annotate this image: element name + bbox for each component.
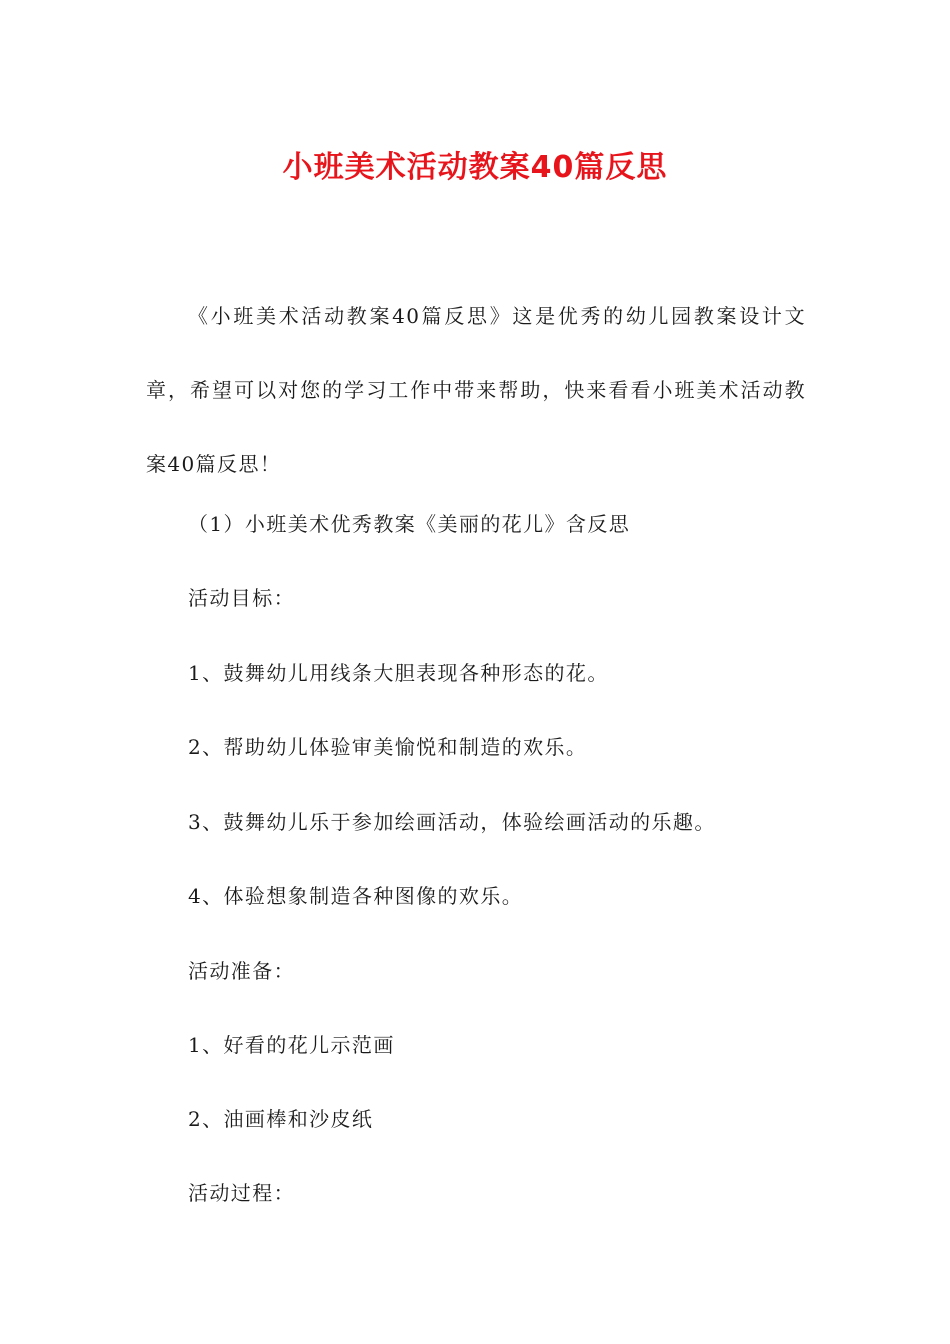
section-heading-lesson-1: （1）小班美术优秀教案《美丽的花儿》含反思 bbox=[188, 512, 631, 536]
document-title: 小班美术活动教案40篇反思 bbox=[282, 150, 668, 185]
goal-item-1: 1、鼓舞幼儿用线条大胆表现各种形态的花。 bbox=[188, 661, 609, 685]
activity-goals-heading: 活动目标： bbox=[188, 586, 295, 610]
goal-item-2: 2、帮助幼儿体验审美愉悦和制造的欢乐。 bbox=[188, 735, 588, 759]
goal-item-4: 4、体验想象制造各种图像的欢乐。 bbox=[188, 884, 524, 908]
intro-paragraph: 《小班美术活动教案40篇反思》这是优秀的幼儿园教案设计文章，希望可以对您的学习工作中带来帮助，快来看看小班美术活动教案40篇反思！ bbox=[146, 304, 806, 476]
goal-item-3: 3、鼓舞幼儿乐于参加绘画活动，体验绘画活动的乐趣。 bbox=[188, 810, 716, 834]
preparation-item-1: 1、好看的花儿示范画 bbox=[188, 1033, 395, 1057]
activity-preparation-heading: 活动准备： bbox=[188, 959, 295, 983]
activity-process-heading: 活动过程： bbox=[188, 1181, 295, 1205]
preparation-item-2: 2、油画棒和沙皮纸 bbox=[188, 1107, 374, 1131]
